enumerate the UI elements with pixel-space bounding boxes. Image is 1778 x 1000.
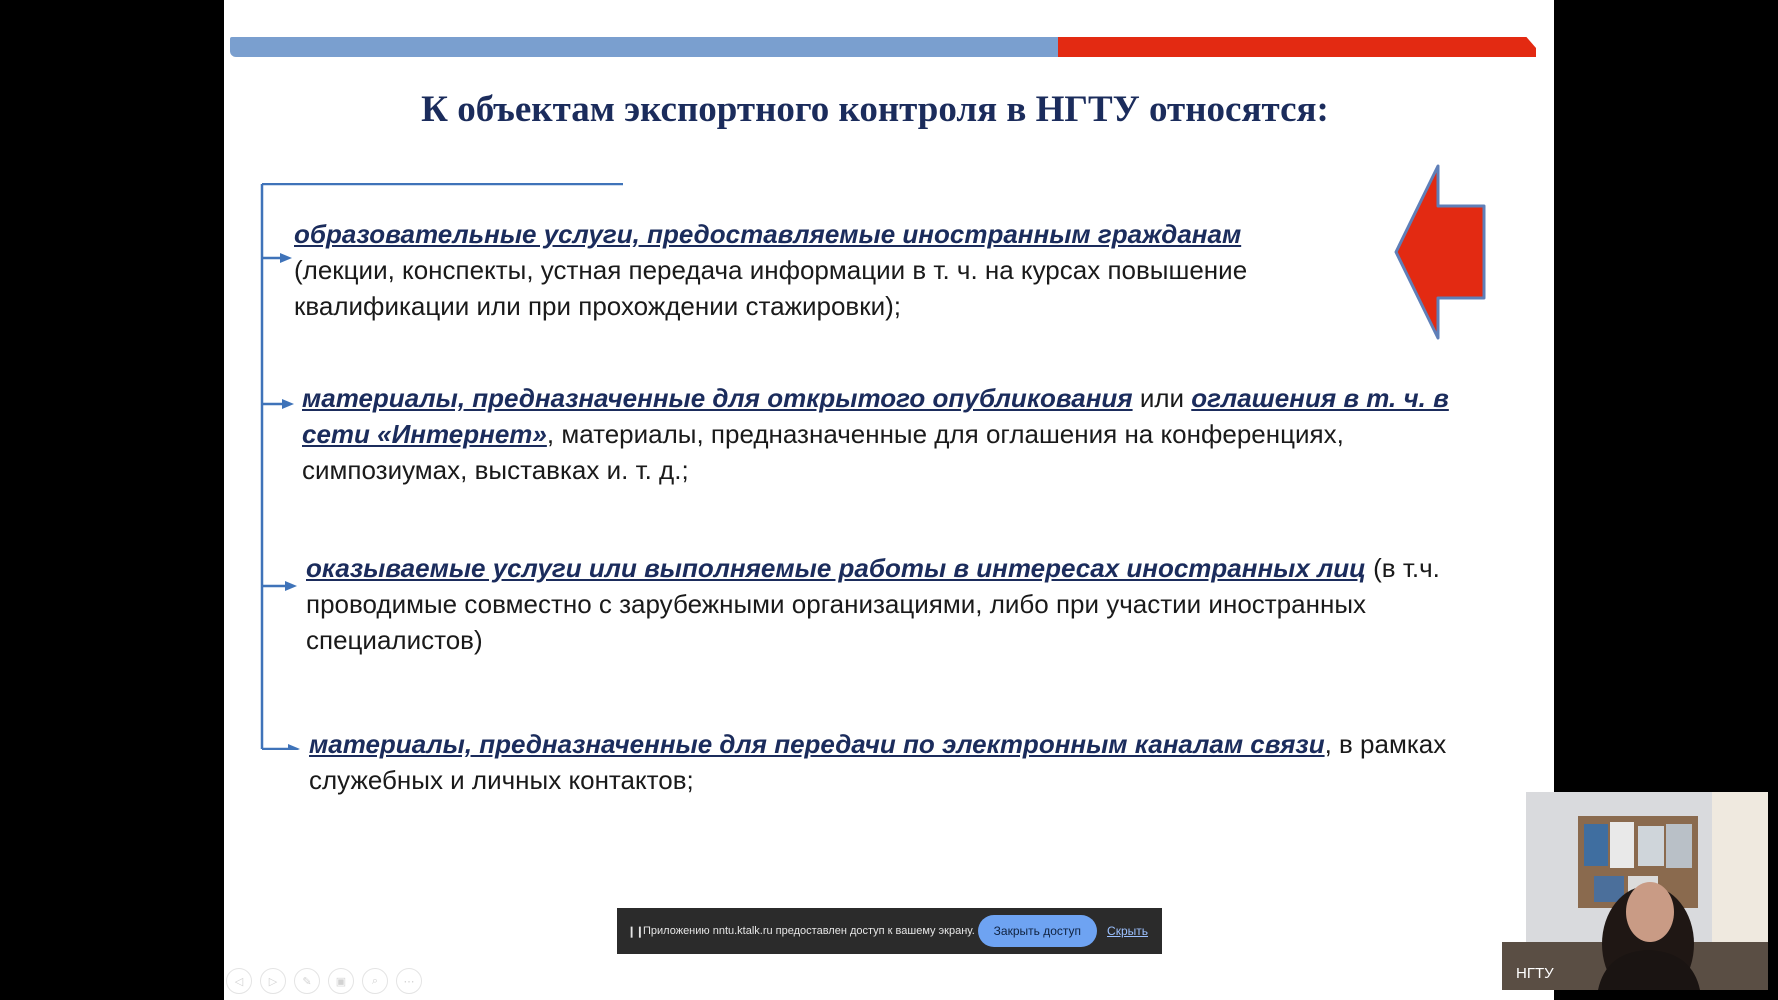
list-item <box>294 216 1394 324</box>
item-keyword: материалы, предназначенные для открытого опубликования <box>302 383 1133 413</box>
list-item <box>302 380 1482 488</box>
pause-icon: ❙❙ <box>627 925 644 938</box>
item-text: (лекции, конспекты, устная передача информации в т. ч. на курсах повышение квалификации или при прохождении стажировки); <box>294 255 1248 321</box>
item-keyword-2: оглашения в т. ч. в сети «Интернет» <box>302 383 1449 449</box>
participant-label: НГТУ <box>1516 965 1554 982</box>
list-item <box>306 550 1476 658</box>
item-keyword: образовательные услуги, предоставляемые иностранным гражданам <box>294 219 1242 249</box>
item-text: , в рамках служебных и личных контактов; <box>309 729 1447 795</box>
big-red-arrow-icon <box>1394 164 1486 340</box>
item-join: или <box>1132 383 1192 413</box>
next-icon[interactable]: ▷ <box>260 968 286 994</box>
more-icon[interactable]: ⋯ <box>396 968 422 994</box>
presentation-slide <box>224 0 1554 1000</box>
header-bar-red <box>1058 37 1536 57</box>
participant-video[interactable] <box>1502 792 1768 990</box>
item-keyword: материалы, предназначенные для передачи по электронным каналам связи <box>309 729 1325 759</box>
screen-share-notification <box>617 908 1162 954</box>
slides-icon[interactable]: ▣ <box>328 968 354 994</box>
hide-link[interactable]: Скрыть <box>1107 924 1148 938</box>
header-bar-blue <box>230 37 1060 57</box>
item-text: , материалы, предназначенные для оглашения на конференциях, симпозиумах, выставках и. т. д.; <box>302 419 1344 485</box>
item-text: (в т.ч. проводимые совместно с зарубежными организациями, либо при участии иностранных специалистов) <box>306 553 1440 655</box>
item-keyword: оказываемые услуги или выполняемые работы в интересах иностранных лиц <box>306 553 1366 583</box>
zoom-icon[interactable]: ⌕ <box>362 968 388 994</box>
notification-text: Приложению nntu.ktalk.ru предоставлен доступ к вашему экрану. <box>643 925 975 937</box>
pen-icon[interactable]: ✎ <box>294 968 320 994</box>
list-item <box>309 726 1489 798</box>
slide-controls <box>226 968 422 994</box>
prev-icon[interactable]: ◁ <box>226 968 252 994</box>
slide-title: К объектам экспортного контроля в НГТУ относятся: <box>421 89 1329 130</box>
video-feed-image <box>1502 792 1768 990</box>
stop-sharing-button[interactable]: Закрыть доступ <box>978 915 1097 947</box>
